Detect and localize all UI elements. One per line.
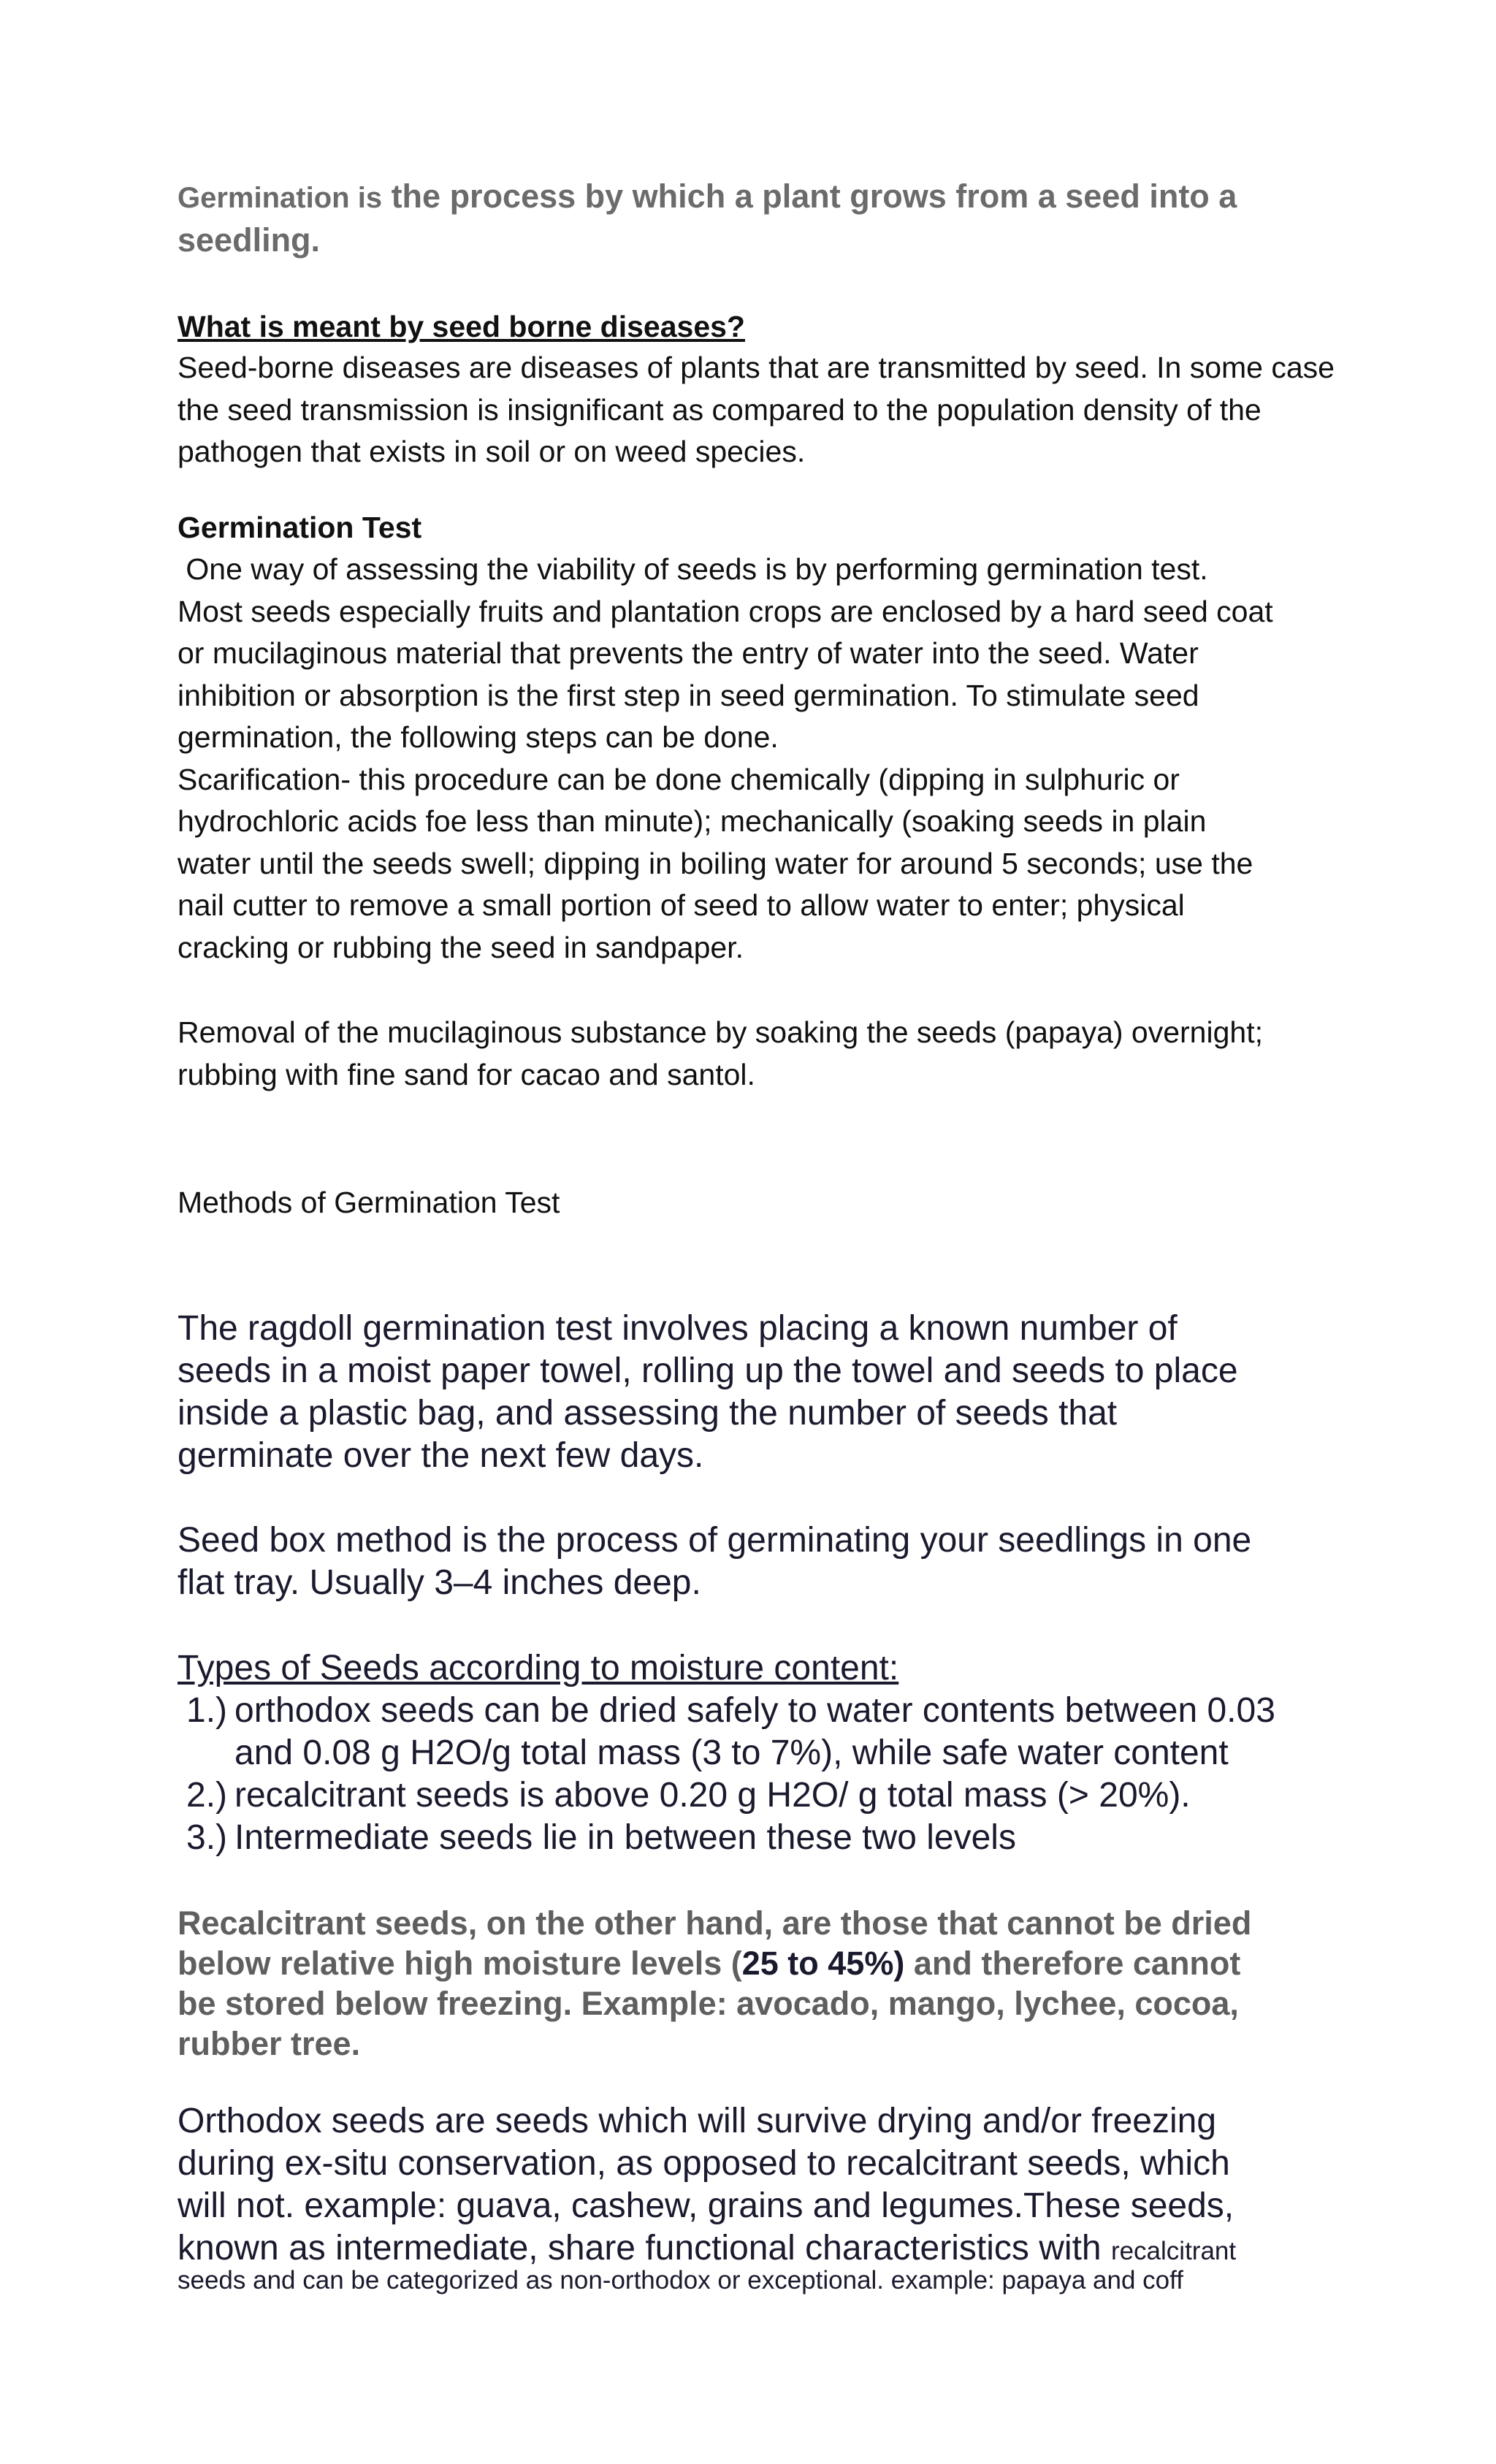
seed-type-number: 1.)	[186, 1691, 228, 1730]
methods-title: Methods of Germination Test	[178, 1186, 560, 1219]
germination-line: One way of assessing the viability of seeds is by performing germination test.	[178, 552, 1208, 586]
germination-line: nail cutter to remove a small portion of seed to allow water to enter; physical	[178, 888, 1185, 922]
recalcitrant-line	[178, 1943, 1346, 1983]
seed-type-line: Intermediate seeds lie in between these two levels	[234, 1818, 1016, 1857]
orthodox-line: will not. example: guava, cashew, grains and legumes.These seeds,	[178, 2186, 1234, 2225]
seed-borne-heading: What is meant by seed borne diseases?	[178, 310, 745, 343]
intro-definition-text: the process by which a plant grows from a seed into a seedling.	[178, 178, 1237, 259]
intro-term: Germination is	[178, 182, 383, 214]
recalcitrant-line: be stored below freezing. Example: avocado, mango, lychee, cocoa,	[178, 1985, 1239, 2022]
seed-type-item	[178, 1817, 1346, 1859]
germination-line: cracking or rubbing the seed in sandpaper.	[178, 930, 744, 964]
seed-box-line: flat tray. Usually 3–4 inches deep.	[178, 1563, 701, 1602]
germination-line: germination, the following steps can be done.	[178, 720, 779, 754]
recalcitrant-line-text: below relative high moisture levels (	[178, 1945, 742, 1982]
removal-paragraph	[178, 1012, 1346, 1096]
moisture-range-highlight: 25 to 45%)	[741, 1945, 905, 1982]
germination-line: or mucilaginous material that prevents the entry of water into the seed. Water	[178, 636, 1199, 670]
seed-type-item	[178, 1774, 1346, 1817]
seed-types-list	[178, 1690, 1346, 1859]
recalcitrant-line-text: and therefore cannot	[904, 1945, 1241, 1982]
seed-type-line: recalcitrant seeds is above 0.20 g H2O/ g total mass (> 20%).	[234, 1776, 1191, 1815]
ragdoll-paragraph	[178, 1308, 1346, 1477]
germination-line: inhibition or absorption is the first step in seed germination. To stimulate seed	[178, 678, 1199, 712]
removal-line: Removal of the mucilaginous substance by soaking the seeds (papaya) overnight;	[178, 1015, 1263, 1049]
seed-type-number: 2.)	[186, 1776, 228, 1815]
intro-definition	[178, 175, 1346, 262]
ragdoll-line: inside a plastic bag, and assessing the number of seeds that	[178, 1394, 1118, 1433]
seed-borne-body: Seed-borne diseases are diseases of plants that are transmitted by seed. In some case the seed transmission is insignificant as compared to the population density of the pathogen that exists in soil or on weed species.	[178, 351, 1335, 468]
ragdoll-line: germinate over the next few days.	[178, 1436, 704, 1475]
seed-type-line: and 0.08 g H2O/g total mass (3 to 7%), while safe water content	[234, 1733, 1229, 1772]
seed-types-heading: Types of Seeds according to moisture content:	[178, 1649, 899, 1687]
orthodox-line: Orthodox seeds are seeds which will survive drying and/or freezing	[178, 2102, 1217, 2140]
seed-box-paragraph	[178, 1519, 1346, 1604]
seed-box-line: Seed box method is the process of germinating your seedlings in one	[178, 1521, 1252, 1560]
germination-line: Most seeds especially fruits and plantation crops are enclosed by a hard seed coat	[178, 594, 1273, 628]
orthodox-line: during ex-situ conservation, as opposed to recalcitrant seeds, which	[178, 2144, 1230, 2183]
orthodox-paragraph	[178, 2100, 1346, 2273]
germination-line: hydrochloric acids foe less than minute); mechanically (soaking seeds in plain	[178, 804, 1207, 838]
removal-line: rubbing with fine sand for cacao and santol.	[178, 1057, 755, 1091]
ragdoll-line: seeds in a moist paper towel, rolling up the towel and seeds to place	[178, 1351, 1238, 1390]
seed-type-item	[178, 1690, 1346, 1774]
orthodox-line-text: known as intermediate, share functional characteristics with	[178, 2229, 1111, 2267]
seed-type-line: orthodox seeds can be dried safely to water contents between 0.03	[234, 1691, 1275, 1730]
ragdoll-line: The ragdoll germination test involves placing a known number of	[178, 1309, 1178, 1348]
recalcitrant-line: rubber tree.	[178, 2025, 361, 2062]
orthodox-last-line: seeds and can be categorized as non-orthodox or exceptional. example: papaya and coff	[178, 2266, 1183, 2295]
germination-test-body	[178, 549, 1346, 969]
germination-test-heading: Germination Test	[178, 511, 422, 544]
recalcitrant-paragraph	[178, 1903, 1346, 2064]
germination-line: water until the seeds swell; dipping in boiling water for around 5 seconds; use the	[178, 846, 1253, 880]
germination-line: Scarification- this procedure can be done chemically (dipping in sulphuric or	[178, 762, 1180, 796]
seed-type-number: 3.)	[186, 1818, 228, 1857]
recalcitrant-line: Recalcitrant seeds, on the other hand, are those that cannot be dried	[178, 1904, 1252, 1942]
orthodox-line-small-text: recalcitrant	[1110, 2237, 1237, 2265]
